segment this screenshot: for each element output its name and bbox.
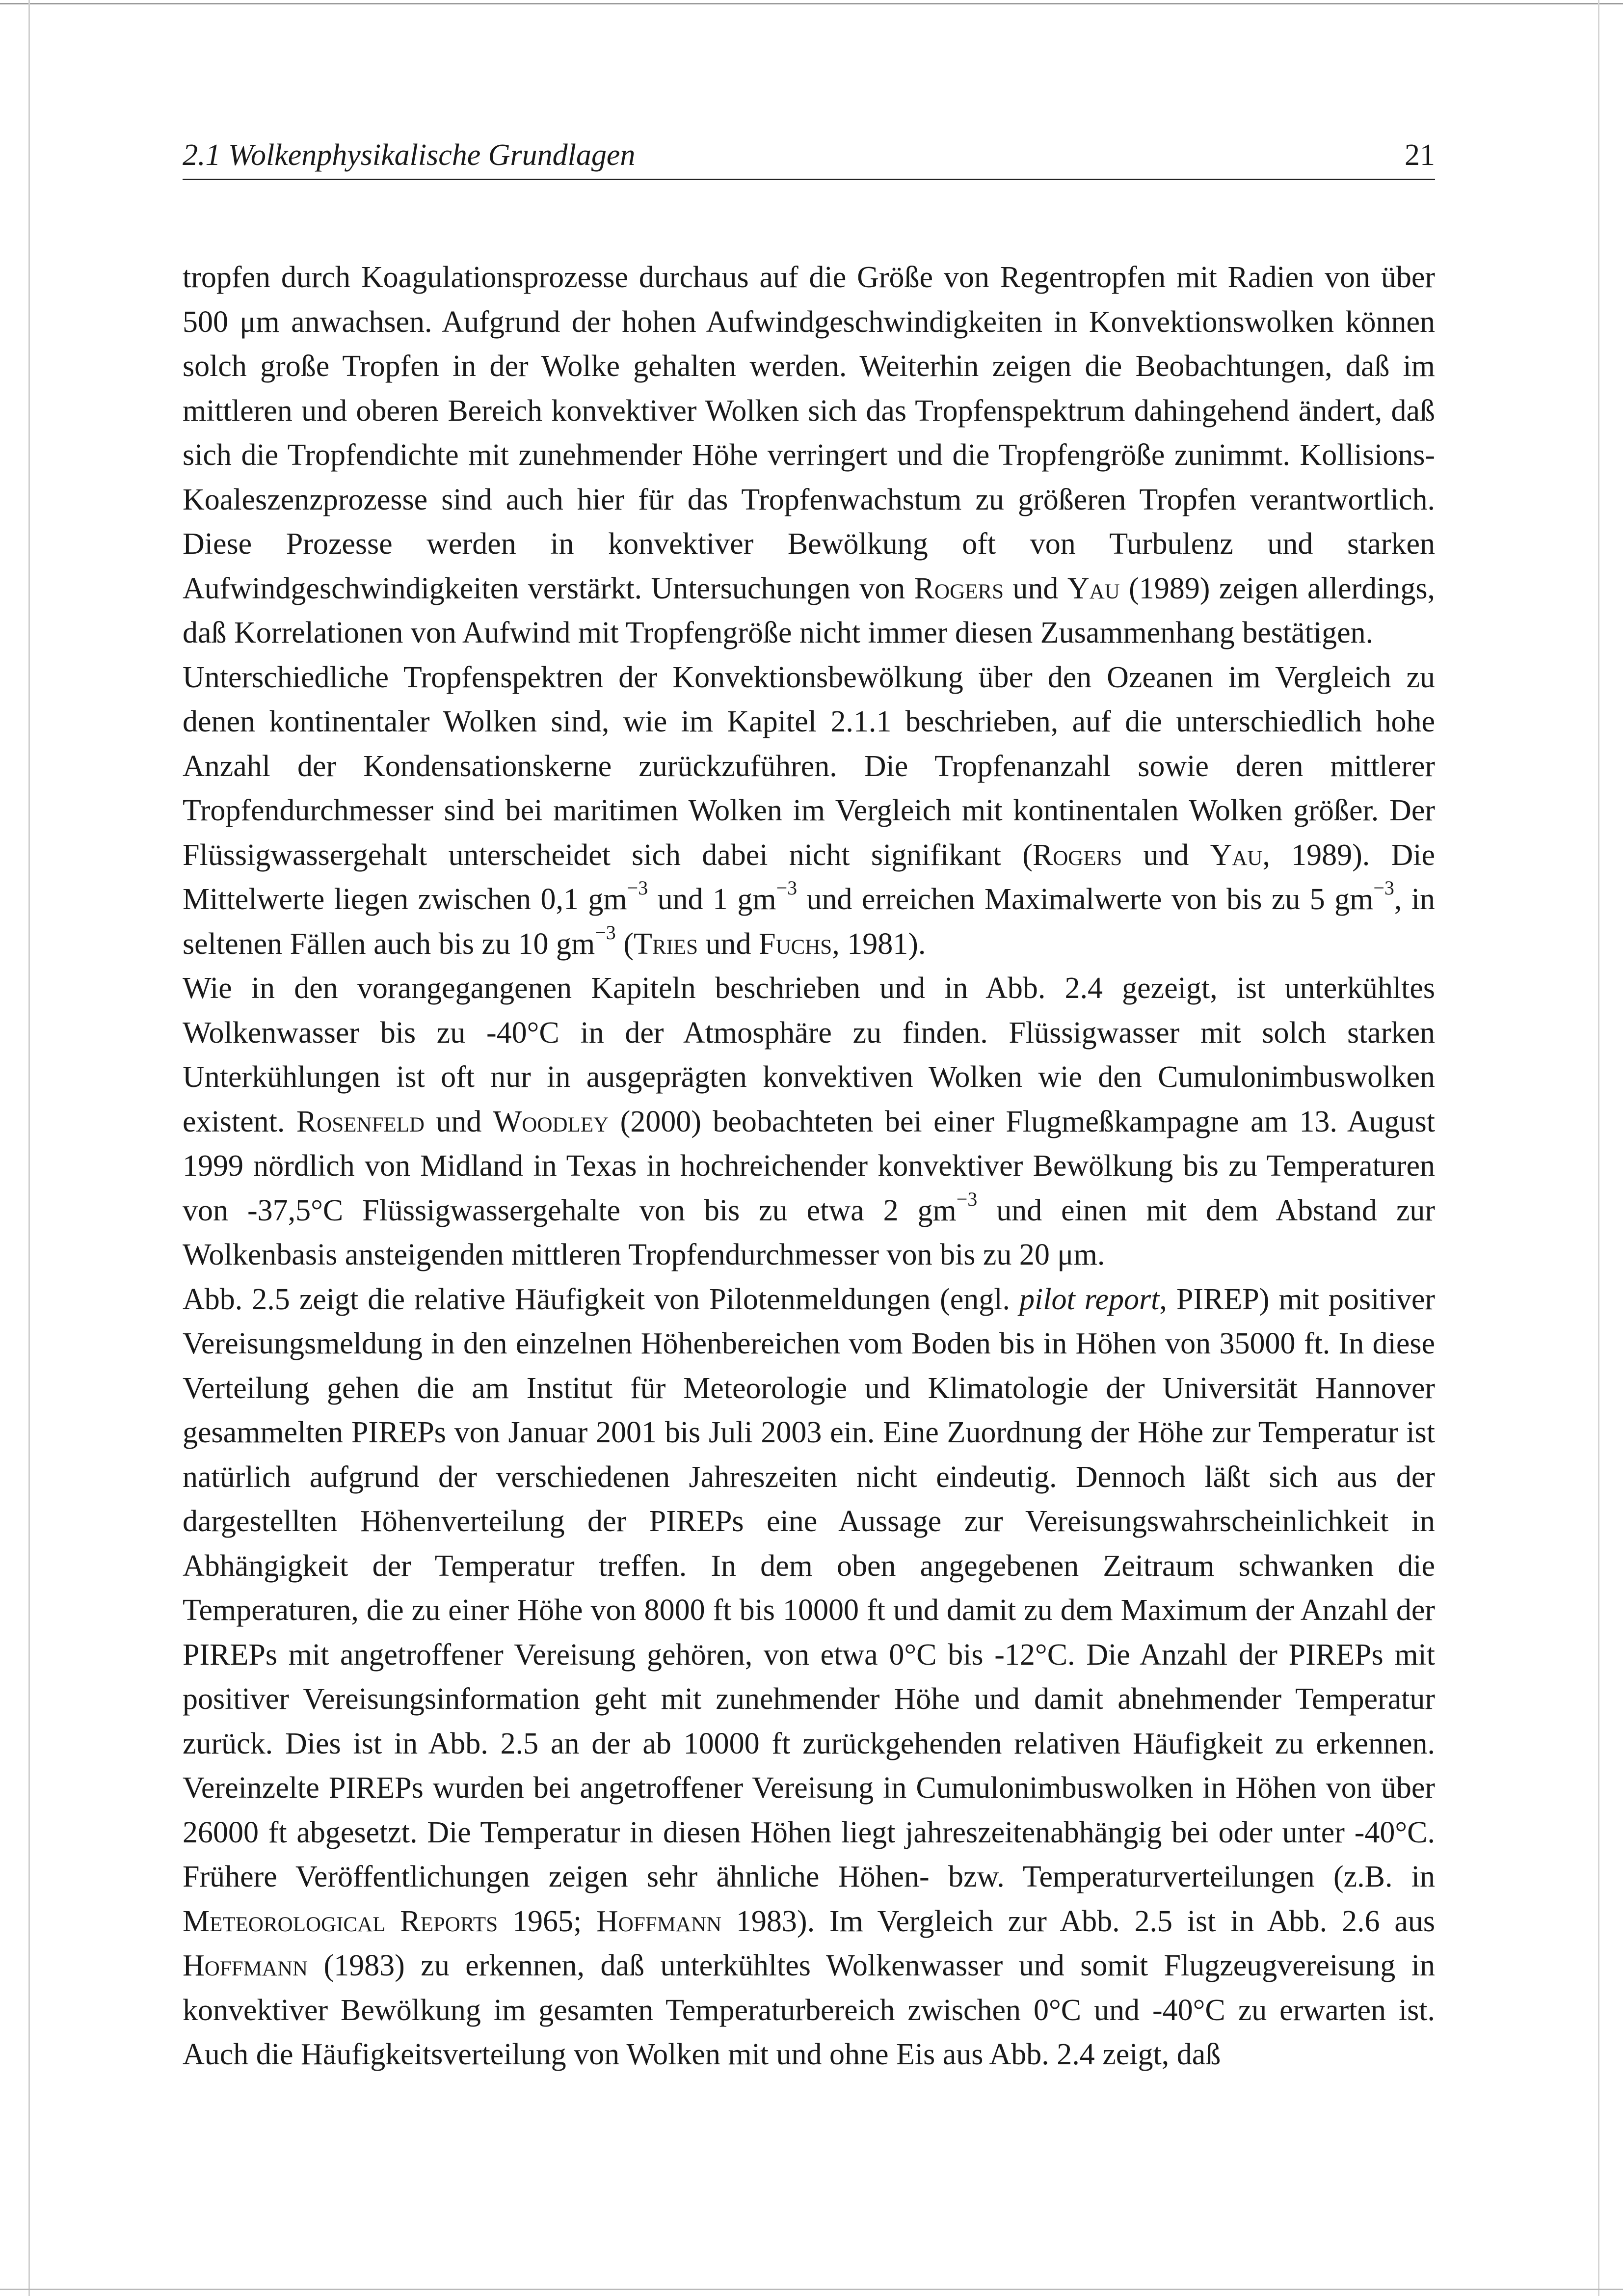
author-name: Hoffmann [183, 1949, 308, 1982]
author-name: Yau [1210, 838, 1263, 872]
text-run: , 1981). [832, 927, 926, 961]
text-run: und [698, 927, 759, 961]
paragraph-4 [183, 1277, 1435, 2077]
scan-edge-top [0, 3, 1623, 4]
exponent: −3 [595, 921, 616, 944]
text-run: und [424, 1105, 493, 1138]
author-name: Fuchs [759, 927, 832, 961]
text-run: und 1 gm [648, 883, 776, 916]
scan-edge-right [1598, 0, 1599, 2296]
exponent: −3 [776, 877, 798, 899]
author-name: Rogers [1032, 838, 1122, 872]
text-run: und einen mit dem Abstand zur Wolkenbasis ansteigenden mittleren Tropfendurchmesser von bis zu 20 μm. [183, 1193, 1436, 1271]
paragraph-2 [183, 655, 1435, 967]
text-run: , 1989). Die Mittelwerte liegen zwischen 0,1 gm [183, 838, 1435, 916]
paragraph-1 [183, 255, 1435, 655]
text-run: (1989) zeigen allerdings, daß Korrelationen von Aufwind mit Tropfengröße nicht immer diesen Zusammenhang bestätigen. [183, 571, 1436, 649]
author-name: Tries [633, 927, 698, 961]
author-name: Woodley [493, 1105, 609, 1138]
scan-edge-bottom [0, 2289, 1623, 2290]
emphasis: pilot report [1019, 1282, 1160, 1316]
text-run: und erreichen Maximalwerte von bis zu 5 gm [797, 883, 1374, 916]
text-run: und [1004, 571, 1067, 605]
text-run: Wie in den vorangegangenen Kapiteln beschrieben und in Abb. 2.4 gezeigt, ist unterkühltes Wolkenwasser bis zu -40°C in der Atmosphäre zu finden. Flüssigwasser mit solch starken Unterkühlungen ist oft nur in ausgeprägten konvektiven Wolken wie den Cumulonimbuswolken existent. [183, 972, 1435, 1138]
author-name: Hoffmann [596, 1904, 722, 1938]
exponent: −3 [627, 877, 648, 899]
text-run: 1965; [498, 1904, 597, 1938]
paragraph-3 [183, 966, 1435, 1277]
text-run: Abb. 2.5 zeigt die relative Häufigkeit von Pilotenmeldungen (engl. [183, 1282, 1020, 1316]
text-run: (1983) zu erkennen, daß unterkühltes Wolkenwasser und somit Flugzeugvereisung in konvektiver Bewölkung im gesamten Temperaturbereich zwischen 0°C und -40°C zu erwarten ist. Auch die Häufigkeitsverteilung von Wolken mit und ohne Eis aus Abb. 2.4 zeigt, daß [183, 1949, 1435, 2071]
text-run: ( [615, 927, 634, 961]
text-run: (2000) beobachteten bei einer Flugmeßkampagne am 13. August 1999 nördlich von Midland in Texas in hochreichender konvektiver Bewölkung bis zu Temperaturen von -37,5°C Flüssigwassergehalte von bis zu etwa 2 gm [183, 1105, 1435, 1227]
text-run: und [1122, 838, 1210, 872]
author-name: Meteorological Reports [183, 1904, 498, 1938]
text-run: tropfen durch Koagulationsprozesse durchaus auf die Größe von Regentropfen mit Radien von über 500 μm anwachsen. Aufgrund der hohen Aufwindgeschwindigkeiten in Konvektionswolken können solch große Tropfen in der Wolke gehalten werden. Weiterhin zeigen die Beobachtungen, daß im mittleren und oberen Bereich konvektiver Wolken sich das Tropfenspektrum dahingehend ändert, daß sich die Tropfendichte mit zunehmender Höhe verringert und die Tropfengröße zunimmt. Kollisions-Koaleszenzprozesse sind auch hier für das Tropfenwachstum zu größeren Tropfen verantwortlich. Diese Prozesse werden in konvektiver Bewölkung oft von Turbulenz und starken Aufwindgeschwindigkeiten verstärkt. Untersuchungen von [183, 261, 1435, 605]
exponent: −3 [956, 1188, 978, 1210]
section-title: 2.1 Wolkenphysikalische Grundlagen [183, 138, 636, 172]
text-run: , in seltenen Fällen auch bis zu 10 gm [183, 883, 1436, 961]
text-run: Unterschiedliche Tropfenspektren der Konvektionsbewölkung über den Ozeanen im Vergleich zu denen kontinentaler Wolken sind, wie im Kapitel 2.1.1 beschrieben, auf die unterschiedlich hohe Anzahl der Kondensationskerne zurückzuführen. Die Tropfenanzahl sowie deren mittlerer Tropfendurchmesser sind bei maritimen Wolken im Vergleich mit kontinentalen Wolken größer. Der Flüssigwassergehalt unterscheidet sich dabei nicht signifikant ( [183, 660, 1435, 872]
author-name: Rogers [914, 571, 1004, 605]
text-run: , PIREP) mit positiver Vereisungsmeldung in den einzelnen Höhenbereichen vom Boden bis in Höhen von 35000 ft. In diese Verteilung gehen die am Institut für Meteorologie und Klimatologie der Universität Hannover gesammelten PIREPs von Januar 2001 bis Juli 2003 ein. Eine Zuordnung der Höhe zur Temperatur ist natürlich aufgrund der verschiedenen Jahreszeiten nicht eindeutig. Dennoch läßt sich aus der dargestellten Höhenverteilung der PIREPs eine Aussage zur Vereisungswahrscheinlichkeit in Abhängigkeit der Temperatur treffen. In dem oben angegebenen Zeitraum schwanken die Temperaturen, die zu einer Höhe von 8000 ft bis 10000 ft und damit zu dem Maximum der Anzahl der PIREPs mit angetroffener Vereisung gehören, von etwa 0°C bis -12°C. Die Anzahl der PIREPs mit positiver Vereisungsinformation geht mit zunehmender Höhe und damit abnehmender Temperatur zurück. Dies ist in Abb. 2.5 an der ab 10000 ft zurückgehenden relativen Häufigkeit zu erkennen. Vereinzelte PIREPs wurden bei angetroffener Vereisung in Cumulonimbuswolken in Höhen von über 26000 ft abgesetzt. Die Temperatur in diesen Höhen liegt jahreszeitenabhängig bei oder unter -40°C. Frühere Veröffentlichungen zeigen sehr ähnliche Höhen- bzw. Temperaturverteilungen (z.B. in [183, 1282, 1435, 1893]
author-name: Yau [1067, 571, 1120, 605]
page-number: 21 [1405, 138, 1435, 172]
author-name: Rosenfeld [296, 1105, 425, 1138]
text-run: 1983). Im Vergleich zur Abb. 2.5 ist in Abb. 2.6 aus [721, 1904, 1435, 1938]
scan-edge-left [28, 0, 30, 2296]
running-header [183, 137, 1435, 180]
exponent: −3 [1373, 877, 1394, 899]
body-text [183, 255, 1435, 2077]
